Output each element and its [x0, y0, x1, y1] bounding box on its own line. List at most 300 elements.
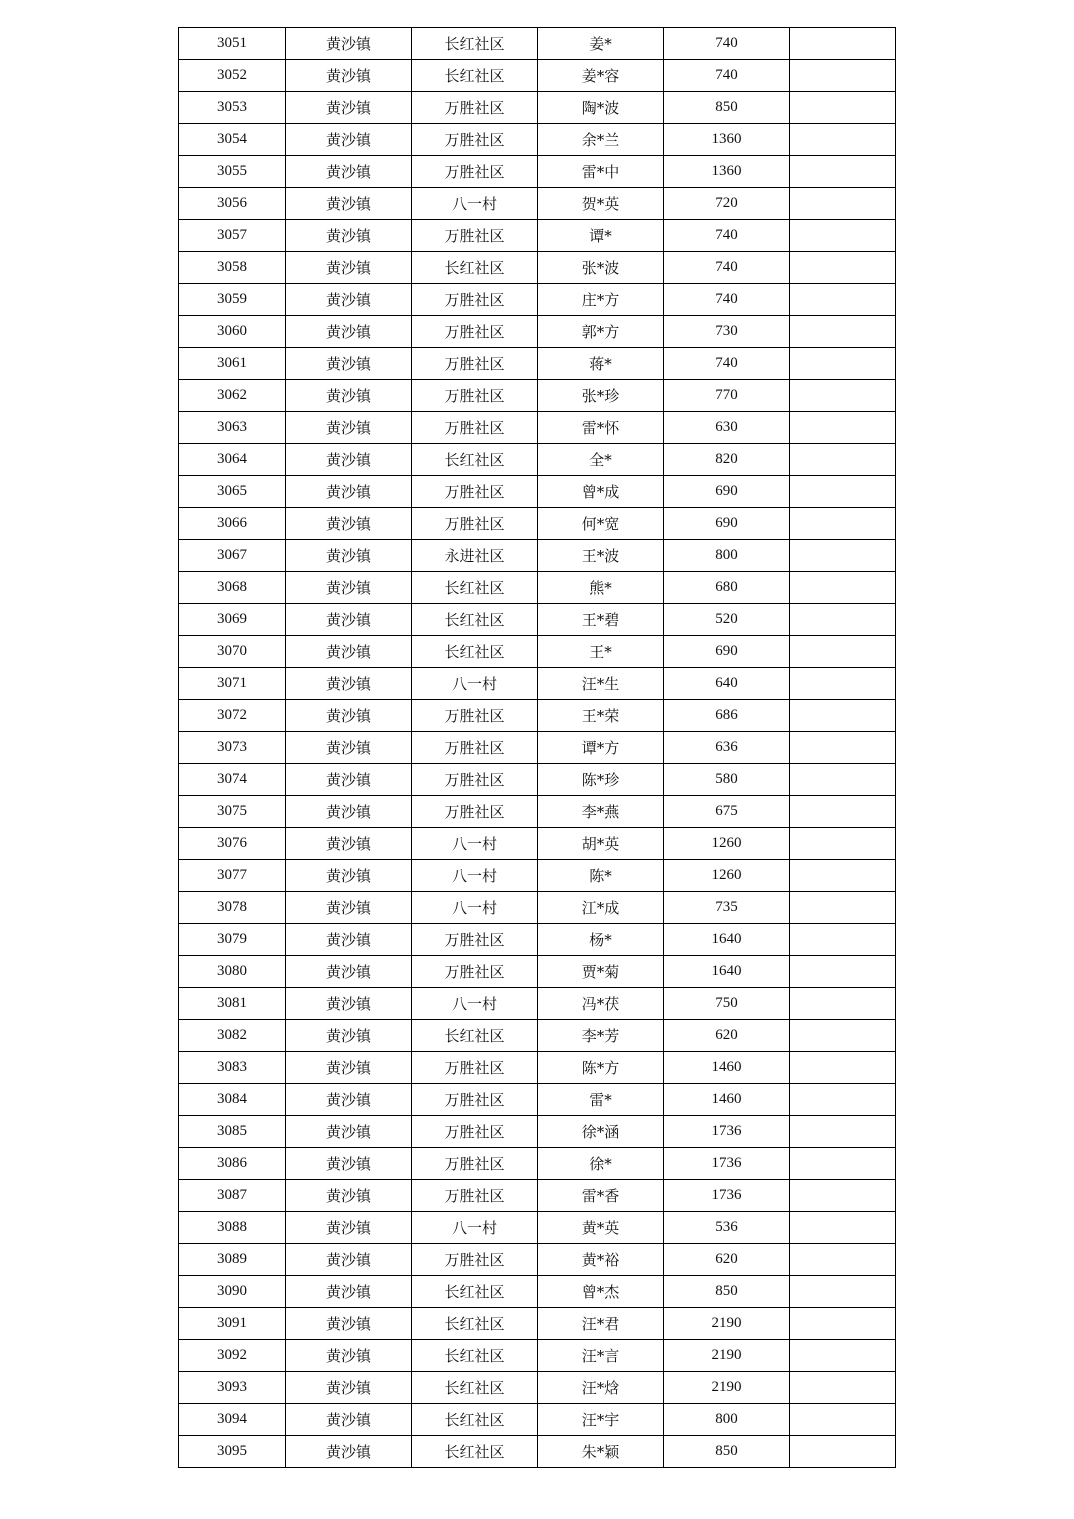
town-cell: 黄沙镇	[286, 924, 412, 956]
remark-cell	[790, 604, 896, 636]
name-cell: 李*燕	[538, 796, 664, 828]
community-cell: 万胜社区	[412, 956, 538, 988]
row-number-cell: 3087	[179, 1180, 286, 1212]
community-cell: 万胜社区	[412, 924, 538, 956]
community-cell: 万胜社区	[412, 476, 538, 508]
town-cell: 黄沙镇	[286, 828, 412, 860]
amount-cell: 2190	[664, 1340, 790, 1372]
amount-cell: 520	[664, 604, 790, 636]
community-cell: 八一村	[412, 892, 538, 924]
remark-cell	[790, 92, 896, 124]
town-cell: 黄沙镇	[286, 604, 412, 636]
amount-cell: 2190	[664, 1372, 790, 1404]
town-cell: 黄沙镇	[286, 860, 412, 892]
row-number-cell: 3065	[179, 476, 286, 508]
row-number-cell: 3068	[179, 572, 286, 604]
row-number-cell: 3060	[179, 316, 286, 348]
town-cell: 黄沙镇	[286, 60, 412, 92]
table-row	[179, 764, 896, 796]
community-cell: 长红社区	[412, 60, 538, 92]
remark-cell	[790, 1244, 896, 1276]
name-cell: 王*	[538, 636, 664, 668]
community-cell: 长红社区	[412, 1436, 538, 1468]
community-cell: 八一村	[412, 828, 538, 860]
town-cell: 黄沙镇	[286, 572, 412, 604]
name-cell: 胡*英	[538, 828, 664, 860]
name-cell: 陶*波	[538, 92, 664, 124]
table-row	[179, 604, 896, 636]
table-row	[179, 1180, 896, 1212]
name-cell: 陈*珍	[538, 764, 664, 796]
community-cell: 万胜社区	[412, 1148, 538, 1180]
remark-cell	[790, 476, 896, 508]
row-number-cell: 3091	[179, 1308, 286, 1340]
amount-cell: 740	[664, 60, 790, 92]
town-cell: 黄沙镇	[286, 956, 412, 988]
amount-cell: 675	[664, 796, 790, 828]
row-number-cell: 3078	[179, 892, 286, 924]
community-cell: 万胜社区	[412, 220, 538, 252]
row-number-cell: 3093	[179, 1372, 286, 1404]
name-cell: 庄*方	[538, 284, 664, 316]
table-row	[179, 1244, 896, 1276]
table-row	[179, 1084, 896, 1116]
community-cell: 万胜社区	[412, 156, 538, 188]
remark-cell	[790, 380, 896, 412]
name-cell: 汪*生	[538, 668, 664, 700]
table-row	[179, 924, 896, 956]
row-number-cell: 3083	[179, 1052, 286, 1084]
table-body	[179, 28, 896, 1468]
amount-cell: 1640	[664, 956, 790, 988]
name-cell: 曾*杰	[538, 1276, 664, 1308]
remark-cell	[790, 1308, 896, 1340]
amount-cell: 740	[664, 284, 790, 316]
amount-cell: 690	[664, 508, 790, 540]
community-cell: 长红社区	[412, 28, 538, 60]
name-cell: 黄*裕	[538, 1244, 664, 1276]
remark-cell	[790, 1340, 896, 1372]
table-row	[179, 1052, 896, 1084]
remark-cell	[790, 316, 896, 348]
remark-cell	[790, 348, 896, 380]
remark-cell	[790, 1116, 896, 1148]
table-row	[179, 1372, 896, 1404]
name-cell: 雷*	[538, 1084, 664, 1116]
row-number-cell: 3052	[179, 60, 286, 92]
community-cell: 万胜社区	[412, 700, 538, 732]
community-cell: 八一村	[412, 988, 538, 1020]
town-cell: 黄沙镇	[286, 220, 412, 252]
amount-cell: 735	[664, 892, 790, 924]
name-cell: 姜*容	[538, 60, 664, 92]
name-cell: 贾*菊	[538, 956, 664, 988]
amount-cell: 536	[664, 1212, 790, 1244]
name-cell: 雷*香	[538, 1180, 664, 1212]
name-cell: 谭*方	[538, 732, 664, 764]
community-cell: 八一村	[412, 188, 538, 220]
table-row	[179, 1212, 896, 1244]
remark-cell	[790, 988, 896, 1020]
row-number-cell: 3061	[179, 348, 286, 380]
town-cell: 黄沙镇	[286, 1212, 412, 1244]
row-number-cell: 3089	[179, 1244, 286, 1276]
amount-cell: 1736	[664, 1148, 790, 1180]
table-row	[179, 732, 896, 764]
community-cell: 万胜社区	[412, 92, 538, 124]
community-cell: 万胜社区	[412, 124, 538, 156]
town-cell: 黄沙镇	[286, 1404, 412, 1436]
row-number-cell: 3064	[179, 444, 286, 476]
town-cell: 黄沙镇	[286, 764, 412, 796]
amount-cell: 1360	[664, 124, 790, 156]
amount-cell: 1360	[664, 156, 790, 188]
community-cell: 万胜社区	[412, 732, 538, 764]
amount-cell: 800	[664, 540, 790, 572]
town-cell: 黄沙镇	[286, 476, 412, 508]
table-row	[179, 92, 896, 124]
town-cell: 黄沙镇	[286, 988, 412, 1020]
town-cell: 黄沙镇	[286, 892, 412, 924]
amount-cell: 636	[664, 732, 790, 764]
remark-cell	[790, 1372, 896, 1404]
remark-cell	[790, 668, 896, 700]
community-cell: 长红社区	[412, 1372, 538, 1404]
remark-cell	[790, 252, 896, 284]
name-cell: 陈*方	[538, 1052, 664, 1084]
community-cell: 万胜社区	[412, 1180, 538, 1212]
name-cell: 黄*英	[538, 1212, 664, 1244]
community-cell: 万胜社区	[412, 1244, 538, 1276]
remark-cell	[790, 764, 896, 796]
community-cell: 永进社区	[412, 540, 538, 572]
name-cell: 曾*成	[538, 476, 664, 508]
name-cell: 汪*言	[538, 1340, 664, 1372]
town-cell: 黄沙镇	[286, 1340, 412, 1372]
amount-cell: 740	[664, 220, 790, 252]
table-row	[179, 1276, 896, 1308]
amount-cell: 740	[664, 28, 790, 60]
name-cell: 杨*	[538, 924, 664, 956]
community-cell: 长红社区	[412, 252, 538, 284]
table-row	[179, 1116, 896, 1148]
table-row	[179, 860, 896, 892]
town-cell: 黄沙镇	[286, 1052, 412, 1084]
table-row	[179, 60, 896, 92]
remark-cell	[790, 1404, 896, 1436]
town-cell: 黄沙镇	[286, 252, 412, 284]
remark-cell	[790, 732, 896, 764]
remark-cell	[790, 700, 896, 732]
town-cell: 黄沙镇	[286, 1116, 412, 1148]
table-row	[179, 508, 896, 540]
community-cell: 长红社区	[412, 572, 538, 604]
town-cell: 黄沙镇	[286, 668, 412, 700]
amount-cell: 680	[664, 572, 790, 604]
amount-cell: 1640	[664, 924, 790, 956]
town-cell: 黄沙镇	[286, 284, 412, 316]
row-number-cell: 3055	[179, 156, 286, 188]
town-cell: 黄沙镇	[286, 508, 412, 540]
table-row	[179, 828, 896, 860]
town-cell: 黄沙镇	[286, 28, 412, 60]
name-cell: 王*荣	[538, 700, 664, 732]
amount-cell: 1260	[664, 828, 790, 860]
table-row	[179, 412, 896, 444]
amount-cell: 850	[664, 92, 790, 124]
name-cell: 熊*	[538, 572, 664, 604]
amount-cell: 690	[664, 476, 790, 508]
amount-cell: 820	[664, 444, 790, 476]
amount-cell: 580	[664, 764, 790, 796]
row-number-cell: 3095	[179, 1436, 286, 1468]
table-row	[179, 1148, 896, 1180]
name-cell: 汪*焓	[538, 1372, 664, 1404]
amount-cell: 750	[664, 988, 790, 1020]
community-cell: 长红社区	[412, 1308, 538, 1340]
town-cell: 黄沙镇	[286, 124, 412, 156]
row-number-cell: 3081	[179, 988, 286, 1020]
remark-cell	[790, 1180, 896, 1212]
row-number-cell: 3092	[179, 1340, 286, 1372]
table-row	[179, 444, 896, 476]
row-number-cell: 3075	[179, 796, 286, 828]
table-row	[179, 1436, 896, 1468]
town-cell: 黄沙镇	[286, 796, 412, 828]
community-cell: 长红社区	[412, 1340, 538, 1372]
town-cell: 黄沙镇	[286, 1244, 412, 1276]
name-cell: 徐*	[538, 1148, 664, 1180]
remark-cell	[790, 60, 896, 92]
table-row	[179, 380, 896, 412]
table-row	[179, 188, 896, 220]
community-cell: 万胜社区	[412, 1116, 538, 1148]
town-cell: 黄沙镇	[286, 636, 412, 668]
community-cell: 八一村	[412, 1212, 538, 1244]
name-cell: 汪*宇	[538, 1404, 664, 1436]
name-cell: 李*芳	[538, 1020, 664, 1052]
row-number-cell: 3053	[179, 92, 286, 124]
remark-cell	[790, 1436, 896, 1468]
table-row	[179, 796, 896, 828]
remark-cell	[790, 1052, 896, 1084]
amount-cell: 640	[664, 668, 790, 700]
community-cell: 长红社区	[412, 636, 538, 668]
row-number-cell: 3090	[179, 1276, 286, 1308]
row-number-cell: 3063	[179, 412, 286, 444]
remark-cell	[790, 156, 896, 188]
name-cell: 何*宽	[538, 508, 664, 540]
row-number-cell: 3054	[179, 124, 286, 156]
row-number-cell: 3094	[179, 1404, 286, 1436]
row-number-cell: 3084	[179, 1084, 286, 1116]
town-cell: 黄沙镇	[286, 1308, 412, 1340]
community-cell: 长红社区	[412, 1276, 538, 1308]
name-cell: 张*波	[538, 252, 664, 284]
amount-cell: 1736	[664, 1116, 790, 1148]
row-number-cell: 3085	[179, 1116, 286, 1148]
amount-cell: 1260	[664, 860, 790, 892]
community-cell: 八一村	[412, 668, 538, 700]
row-number-cell: 3062	[179, 380, 286, 412]
amount-cell: 850	[664, 1436, 790, 1468]
remark-cell	[790, 1276, 896, 1308]
remark-cell	[790, 188, 896, 220]
remark-cell	[790, 1084, 896, 1116]
town-cell: 黄沙镇	[286, 412, 412, 444]
remark-cell	[790, 796, 896, 828]
town-cell: 黄沙镇	[286, 1020, 412, 1052]
community-cell: 万胜社区	[412, 380, 538, 412]
table-row	[179, 636, 896, 668]
table-row	[179, 1020, 896, 1052]
remark-cell	[790, 860, 896, 892]
town-cell: 黄沙镇	[286, 1276, 412, 1308]
town-cell: 黄沙镇	[286, 444, 412, 476]
town-cell: 黄沙镇	[286, 1436, 412, 1468]
remark-cell	[790, 1020, 896, 1052]
table-row	[179, 284, 896, 316]
remark-cell	[790, 220, 896, 252]
table-row	[179, 252, 896, 284]
community-cell: 万胜社区	[412, 348, 538, 380]
remark-cell	[790, 444, 896, 476]
row-number-cell: 3080	[179, 956, 286, 988]
name-cell: 雷*怀	[538, 412, 664, 444]
row-number-cell: 3051	[179, 28, 286, 60]
table-row	[179, 892, 896, 924]
amount-cell: 770	[664, 380, 790, 412]
amount-cell: 740	[664, 348, 790, 380]
table-row	[179, 956, 896, 988]
table-row	[179, 28, 896, 60]
community-cell: 万胜社区	[412, 284, 538, 316]
row-number-cell: 3056	[179, 188, 286, 220]
table-row	[179, 668, 896, 700]
name-cell: 雷*中	[538, 156, 664, 188]
table-row	[179, 316, 896, 348]
table-row	[179, 1308, 896, 1340]
amount-cell: 2190	[664, 1308, 790, 1340]
name-cell: 汪*君	[538, 1308, 664, 1340]
town-cell: 黄沙镇	[286, 380, 412, 412]
town-cell: 黄沙镇	[286, 316, 412, 348]
amount-cell: 1460	[664, 1084, 790, 1116]
remark-cell	[790, 1212, 896, 1244]
row-number-cell: 3058	[179, 252, 286, 284]
row-number-cell: 3070	[179, 636, 286, 668]
table-row	[179, 348, 896, 380]
row-number-cell: 3066	[179, 508, 286, 540]
name-cell: 张*珍	[538, 380, 664, 412]
row-number-cell: 3076	[179, 828, 286, 860]
community-cell: 长红社区	[412, 444, 538, 476]
remark-cell	[790, 572, 896, 604]
row-number-cell: 3057	[179, 220, 286, 252]
table-row	[179, 540, 896, 572]
row-number-cell: 3082	[179, 1020, 286, 1052]
amount-cell: 1736	[664, 1180, 790, 1212]
name-cell: 贺*英	[538, 188, 664, 220]
table-row	[179, 700, 896, 732]
row-number-cell: 3072	[179, 700, 286, 732]
remark-cell	[790, 540, 896, 572]
name-cell: 王*波	[538, 540, 664, 572]
name-cell: 姜*	[538, 28, 664, 60]
amount-cell: 730	[664, 316, 790, 348]
amount-cell: 690	[664, 636, 790, 668]
amount-cell: 800	[664, 1404, 790, 1436]
table-row	[179, 1340, 896, 1372]
row-number-cell: 3059	[179, 284, 286, 316]
community-cell: 万胜社区	[412, 412, 538, 444]
community-cell: 万胜社区	[412, 1084, 538, 1116]
community-cell: 长红社区	[412, 1020, 538, 1052]
town-cell: 黄沙镇	[286, 1148, 412, 1180]
remark-cell	[790, 28, 896, 60]
data-table	[178, 27, 896, 1468]
community-cell: 万胜社区	[412, 316, 538, 348]
town-cell: 黄沙镇	[286, 1372, 412, 1404]
amount-cell: 686	[664, 700, 790, 732]
name-cell: 余*兰	[538, 124, 664, 156]
table-row	[179, 1404, 896, 1436]
remark-cell	[790, 1148, 896, 1180]
name-cell: 江*成	[538, 892, 664, 924]
amount-cell: 630	[664, 412, 790, 444]
remark-cell	[790, 636, 896, 668]
community-cell: 长红社区	[412, 604, 538, 636]
row-number-cell: 3079	[179, 924, 286, 956]
table-row	[179, 124, 896, 156]
table-row	[179, 988, 896, 1020]
community-cell: 万胜社区	[412, 508, 538, 540]
table-row	[179, 220, 896, 252]
community-cell: 八一村	[412, 860, 538, 892]
remark-cell	[790, 924, 896, 956]
town-cell: 黄沙镇	[286, 540, 412, 572]
remark-cell	[790, 892, 896, 924]
amount-cell: 720	[664, 188, 790, 220]
town-cell: 黄沙镇	[286, 1084, 412, 1116]
town-cell: 黄沙镇	[286, 156, 412, 188]
table-row	[179, 476, 896, 508]
remark-cell	[790, 956, 896, 988]
name-cell: 全*	[538, 444, 664, 476]
community-cell: 长红社区	[412, 1404, 538, 1436]
amount-cell: 620	[664, 1244, 790, 1276]
name-cell: 朱*颖	[538, 1436, 664, 1468]
name-cell: 冯*茯	[538, 988, 664, 1020]
row-number-cell: 3073	[179, 732, 286, 764]
town-cell: 黄沙镇	[286, 348, 412, 380]
remark-cell	[790, 412, 896, 444]
name-cell: 郭*方	[538, 316, 664, 348]
row-number-cell: 3077	[179, 860, 286, 892]
remark-cell	[790, 828, 896, 860]
name-cell: 王*碧	[538, 604, 664, 636]
amount-cell: 1460	[664, 1052, 790, 1084]
name-cell: 谭*	[538, 220, 664, 252]
community-cell: 万胜社区	[412, 764, 538, 796]
row-number-cell: 3088	[179, 1212, 286, 1244]
amount-cell: 620	[664, 1020, 790, 1052]
table-row	[179, 572, 896, 604]
amount-cell: 740	[664, 252, 790, 284]
town-cell: 黄沙镇	[286, 732, 412, 764]
row-number-cell: 3067	[179, 540, 286, 572]
remark-cell	[790, 124, 896, 156]
